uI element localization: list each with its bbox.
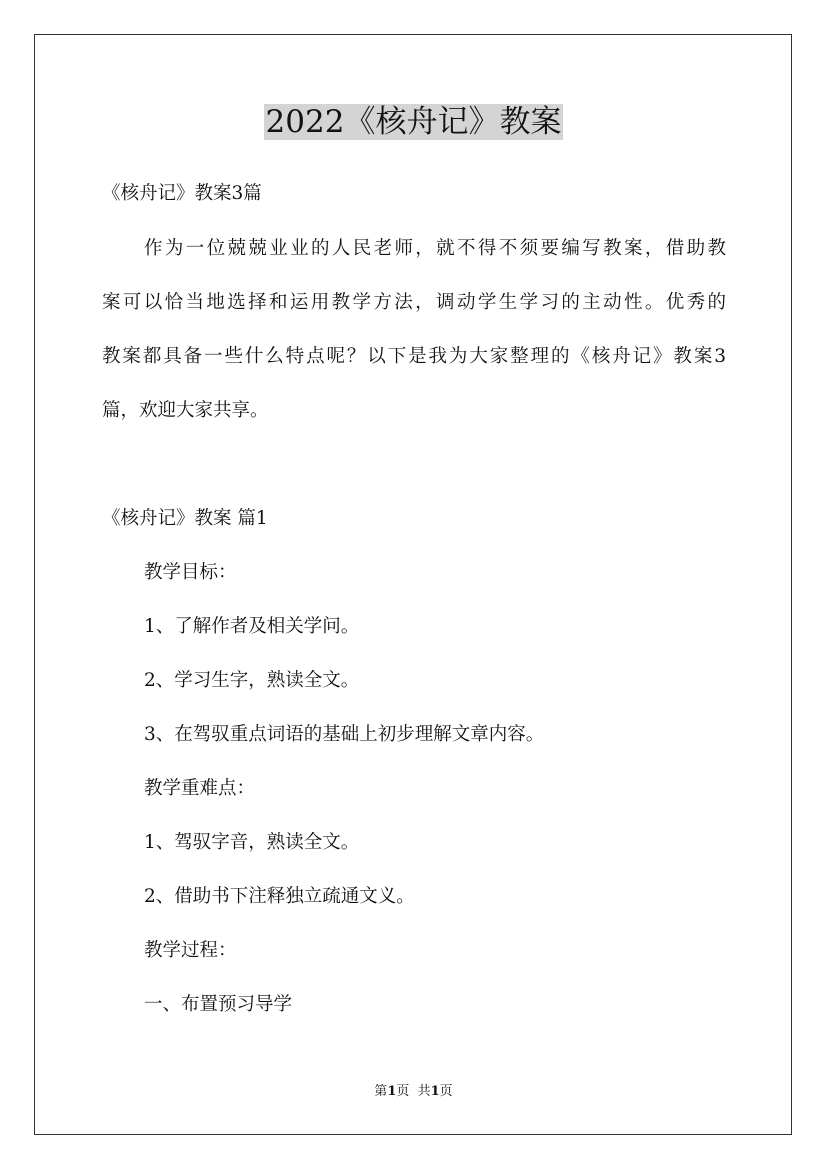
list-item: 1、驾驭字音，熟读全文。: [144, 832, 360, 853]
page-footer: [0, 1083, 827, 1101]
page-number: 1: [387, 1084, 397, 1099]
intro-line: 教案都具备一些什么特点呢？以下是我为大家整理的《核舟记》教案3: [102, 346, 726, 367]
page-total: 1: [430, 1084, 440, 1099]
list-item: 3、在驾驭重点词语的基础上初步理解文章内容。: [144, 724, 545, 745]
intro-line: 作为一位兢兢业业的人民老师，就不得不须要编写教案，借助教: [144, 238, 726, 259]
section-heading: 《核舟记》教案 篇1: [102, 508, 268, 529]
document-title-text: 2022《核舟记》教案: [265, 104, 562, 140]
list-item: 2、学习生字，熟读全文。: [144, 670, 360, 691]
document-title: [0, 101, 827, 143]
list-item: 教学过程：: [144, 940, 237, 961]
document-subtitle: 《核舟记》教案3篇: [102, 183, 262, 204]
page-label-suffix: 页: [439, 1084, 453, 1099]
intro-line: 案可以恰当地选择和运用教学方法，调动学生学习的主动性。优秀的: [102, 292, 726, 313]
list-item: 教学目标：: [144, 562, 237, 583]
page-label-mid: 页 共: [396, 1084, 431, 1099]
list-item: 1、了解作者及相关学问。: [144, 616, 360, 637]
list-item: 一、布置预习导学: [144, 994, 293, 1015]
list-item: 教学重难点：: [144, 778, 256, 799]
page-label-prefix: 第: [374, 1084, 388, 1099]
intro-line: 篇，欢迎大家共享。: [102, 400, 269, 421]
list-item: 2、借助书下注释独立疏通文义。: [144, 886, 415, 907]
